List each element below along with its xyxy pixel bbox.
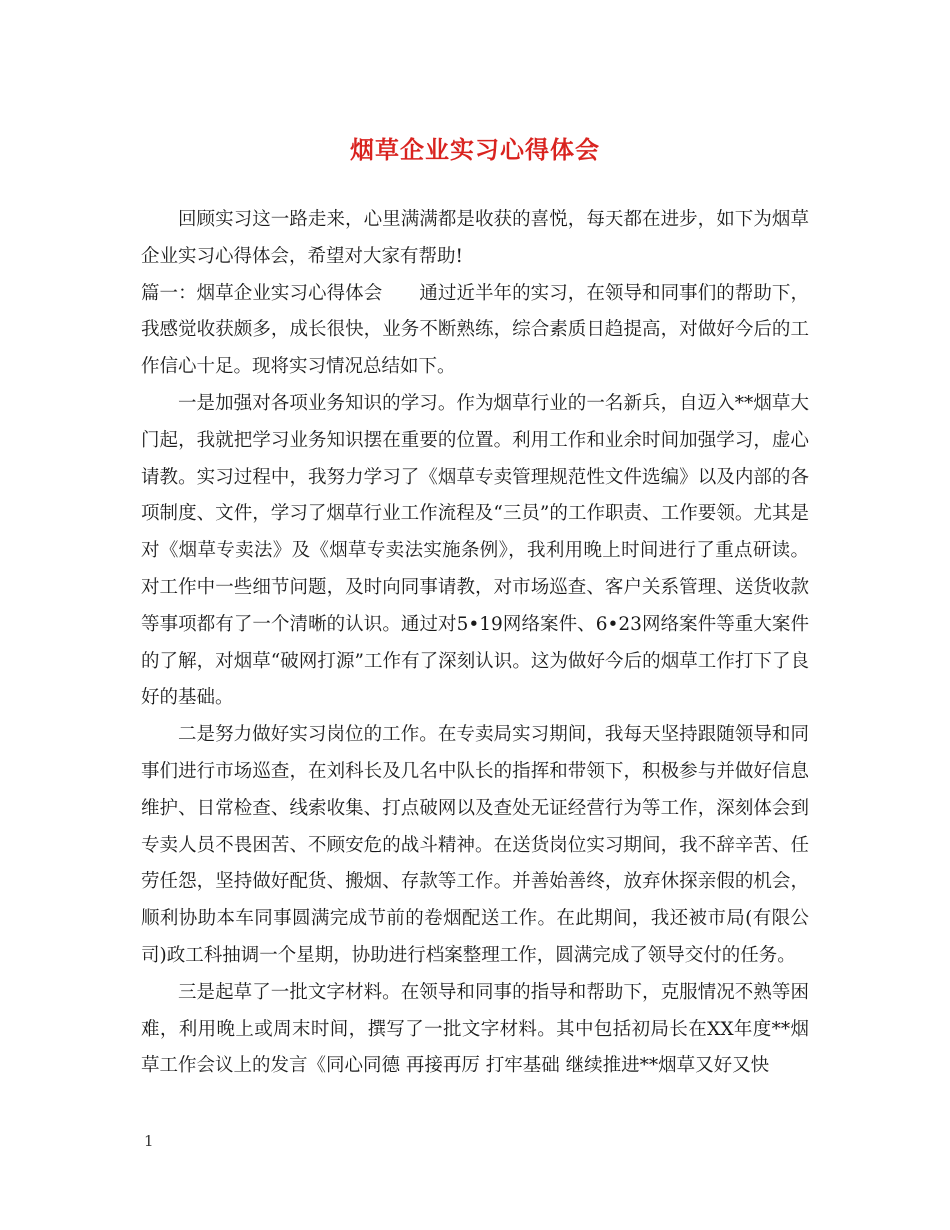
document-title: 烟草企业实习心得体会 bbox=[350, 135, 600, 164]
document-body bbox=[141, 202, 809, 1085]
section-opening: 通过近半年的实习，在领导和同事们的帮助下，我感觉收获颇多，成长很快，业务不断熟练，综合素质日趋提高，对做好今后的工作信心十足。现将实习情况总结如下。 bbox=[141, 282, 809, 378]
body-paragraph-1: 一是加强对各项业务知识的学习。作为烟草行业的一名新兵，自迈入**烟草大门起，我就把学习业务知识摆在重要的位置。利用工作和业余时间加强学习，虚心请教。实习过程中，我努力学习了《烟草专卖管理规范性文件选编》以及内部的各项制度、文件，学习了烟草行业工作流程及“三员”的工作职责、工作要领。尤其是对《烟草专卖法》及《烟草专卖法实施条例》，我利用晚上时间进行了重点研读。对工作中一些细节问题，及时向同事请教，对市场巡查、客户关系管理、送货收款等事项都有了一个清晰的认识。通过对5•19网络案件、6•23网络案件等重大案件的了解，对烟草“破网打源”工作有了深刻认识。这为做好今后的烟草工作打下了良好的基础。 bbox=[141, 392, 809, 709]
body-paragraph-3: 三是起草了一批文字材料。在领导和同事的指导和帮助下，克服情况不熟等困难，利用晚上或周末时间，撰写了一批文字材料。其中包括初局长在XX年度**烟草工作会议上的发言《同心同德 再接再厉 打牢基础 继续推进**烟草又好又快 bbox=[141, 981, 809, 1077]
section-label: 篇一：烟草企业实习心得体会 bbox=[141, 282, 383, 304]
intro-paragraph: 回顾实习这一路走来，心里满满都是收获的喜悦，每天都在进步，如下为烟草企业实习心得体会，希望对大家有帮助! bbox=[141, 209, 809, 267]
page-number: 1 bbox=[144, 1132, 154, 1150]
body-paragraph-2: 二是努力做好实习岗位的工作。在专卖局实习期间，我每天坚持跟随领导和同事们进行市场巡查，在刘科长及几名中队长的指挥和带领下，积极参与并做好信息维护、日常检查、线索收集、打点破网以及查处无证经营行为等工作，深刻体会到专卖人员不畏困苦、不顾安危的战斗精神。在送货岗位实习期间，我不辞辛苦、任劳任怨，坚持做好配货、搬烟、存款等工作。并善始善终，放弃休探亲假的机会，顺利协助本车同事圆满完成节前的卷烟配送工作。在此期间，我还被市局(有限公司)政工科抽调一个星期，协助进行档案整理工作，圆满完成了领导交付的任务。 bbox=[141, 724, 809, 966]
section-paragraph bbox=[141, 276, 809, 386]
